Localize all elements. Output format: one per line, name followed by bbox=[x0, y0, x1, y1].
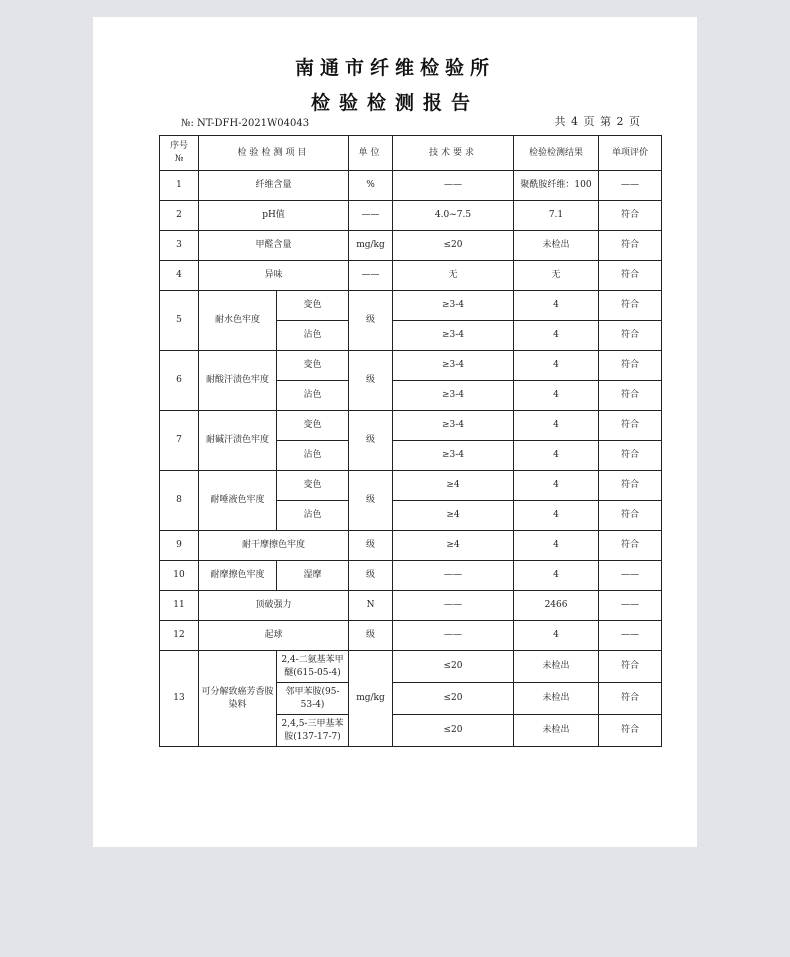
row-judgement: 符合 bbox=[599, 441, 662, 471]
row-unit: —— bbox=[349, 201, 393, 231]
table-row bbox=[160, 591, 662, 621]
row-result: 聚酰胺纤维：100 bbox=[514, 171, 599, 201]
row-subitem: 沾色 bbox=[277, 321, 349, 351]
row-seq: 1 bbox=[160, 171, 199, 201]
row-unit: —— bbox=[349, 261, 393, 291]
table-row bbox=[160, 171, 662, 201]
table-row bbox=[160, 471, 662, 501]
row-subitem: 沾色 bbox=[277, 381, 349, 411]
row-unit: 级 bbox=[349, 291, 393, 351]
row-subitem: 变色 bbox=[277, 471, 349, 501]
row-requirement: —— bbox=[393, 171, 514, 201]
row-requirement: ≥4 bbox=[393, 471, 514, 501]
table-row bbox=[160, 651, 662, 683]
row-result: 4 bbox=[514, 531, 599, 561]
row-item: 异味 bbox=[199, 261, 349, 291]
row-seq: 5 bbox=[160, 291, 199, 351]
row-judgement: 符合 bbox=[599, 411, 662, 441]
row-subitem: 沾色 bbox=[277, 441, 349, 471]
row-item: 耐水色牢度 bbox=[199, 291, 277, 351]
row-judgement: 符合 bbox=[599, 381, 662, 411]
row-judgement: —— bbox=[599, 171, 662, 201]
row-item: 起球 bbox=[199, 621, 349, 651]
table-row bbox=[160, 561, 662, 591]
row-seq: 13 bbox=[160, 651, 199, 747]
row-judgement: 符合 bbox=[599, 651, 662, 683]
row-subitem: 湿摩 bbox=[277, 561, 349, 591]
row-unit: N bbox=[349, 591, 393, 621]
row-result: 4 bbox=[514, 321, 599, 351]
row-judgement: 符合 bbox=[599, 683, 662, 715]
row-requirement: ≤20 bbox=[393, 651, 514, 683]
row-judgement: 符合 bbox=[599, 321, 662, 351]
row-item: 耐摩擦色牢度 bbox=[199, 561, 277, 591]
row-requirement: ≥3-4 bbox=[393, 321, 514, 351]
row-result: 2466 bbox=[514, 591, 599, 621]
row-requirement: —— bbox=[393, 561, 514, 591]
row-seq: 4 bbox=[160, 261, 199, 291]
table-row bbox=[160, 231, 662, 261]
col-judgement: 单项评价 bbox=[599, 136, 662, 171]
row-judgement: 符合 bbox=[599, 715, 662, 747]
row-unit: 级 bbox=[349, 411, 393, 471]
row-judgement: 符合 bbox=[599, 231, 662, 261]
table-header-row bbox=[160, 136, 662, 171]
report-page bbox=[93, 17, 697, 847]
row-item: 耐唾液色牢度 bbox=[199, 471, 277, 531]
row-subitem: 邻甲苯胺(95-53-4) bbox=[277, 683, 349, 715]
report-number: №: NT-DFH-2021W04043 bbox=[181, 118, 310, 129]
row-subitem: 2,4,5-三甲基苯胺(137-17-7) bbox=[277, 715, 349, 747]
row-result: 4 bbox=[514, 411, 599, 441]
row-requirement: ≥3-4 bbox=[393, 441, 514, 471]
row-requirement: 4.0~7.5 bbox=[393, 201, 514, 231]
row-item: 顶破强力 bbox=[199, 591, 349, 621]
row-requirement: ≤20 bbox=[393, 231, 514, 261]
row-seq: 11 bbox=[160, 591, 199, 621]
row-result: 4 bbox=[514, 351, 599, 381]
row-seq: 3 bbox=[160, 231, 199, 261]
row-unit: 级 bbox=[349, 351, 393, 411]
col-seq: 序号 № bbox=[160, 136, 199, 171]
table-row bbox=[160, 291, 662, 321]
row-result: 4 bbox=[514, 471, 599, 501]
row-unit: % bbox=[349, 171, 393, 201]
row-item: pH值 bbox=[199, 201, 349, 231]
row-item: 耐碱汗渍色牢度 bbox=[199, 411, 277, 471]
col-item: 检验检测项目 bbox=[199, 136, 349, 171]
row-judgement: 符合 bbox=[599, 501, 662, 531]
row-judgement: 符合 bbox=[599, 351, 662, 381]
row-requirement: ≥3-4 bbox=[393, 381, 514, 411]
row-item: 耐酸汗渍色牢度 bbox=[199, 351, 277, 411]
row-item: 可分解致癌芳香胺染料 bbox=[199, 651, 277, 747]
col-requirement: 技术要求 bbox=[393, 136, 514, 171]
row-judgement: —— bbox=[599, 591, 662, 621]
row-judgement: 符合 bbox=[599, 531, 662, 561]
row-item: 纤维含量 bbox=[199, 171, 349, 201]
row-seq: 9 bbox=[160, 531, 199, 561]
row-judgement: —— bbox=[599, 621, 662, 651]
row-result: 未检出 bbox=[514, 683, 599, 715]
col-result: 检验检测结果 bbox=[514, 136, 599, 171]
row-requirement: ≥4 bbox=[393, 531, 514, 561]
row-result: 4 bbox=[514, 441, 599, 471]
table-row bbox=[160, 351, 662, 381]
table-row bbox=[160, 201, 662, 231]
row-requirement: ≥3-4 bbox=[393, 351, 514, 381]
row-requirement: —— bbox=[393, 591, 514, 621]
row-subitem: 变色 bbox=[277, 351, 349, 381]
row-seq: 8 bbox=[160, 471, 199, 531]
row-requirement: —— bbox=[393, 621, 514, 651]
row-unit: mg/kg bbox=[349, 231, 393, 261]
row-subitem: 变色 bbox=[277, 291, 349, 321]
report-title: 检验检测报告 bbox=[310, 92, 479, 114]
row-unit: mg/kg bbox=[349, 651, 393, 747]
table-row bbox=[160, 621, 662, 651]
row-requirement: ≤20 bbox=[393, 715, 514, 747]
row-result: 未检出 bbox=[514, 231, 599, 261]
row-item: 耐干摩擦色牢度 bbox=[199, 531, 349, 561]
row-result: 7.1 bbox=[514, 201, 599, 231]
row-result: 未检出 bbox=[514, 651, 599, 683]
row-result: 未检出 bbox=[514, 715, 599, 747]
row-unit: 级 bbox=[349, 621, 393, 651]
row-judgement: 符合 bbox=[599, 291, 662, 321]
row-seq: 7 bbox=[160, 411, 199, 471]
row-judgement: —— bbox=[599, 561, 662, 591]
row-unit: 级 bbox=[349, 471, 393, 531]
results-table bbox=[159, 135, 662, 747]
row-seq: 10 bbox=[160, 561, 199, 591]
page-info: 共 4 页 第 2 页 bbox=[554, 115, 641, 128]
row-judgement: 符合 bbox=[599, 201, 662, 231]
row-result: 4 bbox=[514, 501, 599, 531]
row-requirement: ≥4 bbox=[393, 501, 514, 531]
row-requirement: ≥3-4 bbox=[393, 291, 514, 321]
table-row bbox=[160, 411, 662, 441]
row-item: 甲醛含量 bbox=[199, 231, 349, 261]
row-requirement: ≥3-4 bbox=[393, 411, 514, 441]
table-row bbox=[160, 261, 662, 291]
row-result: 无 bbox=[514, 261, 599, 291]
row-seq: 12 bbox=[160, 621, 199, 651]
row-seq: 6 bbox=[160, 351, 199, 411]
row-subitem: 沾色 bbox=[277, 501, 349, 531]
institute-name: 南通市纤维检验所 bbox=[294, 57, 495, 79]
row-requirement: ≤20 bbox=[393, 683, 514, 715]
row-seq: 2 bbox=[160, 201, 199, 231]
table-row bbox=[160, 531, 662, 561]
row-unit: 级 bbox=[349, 561, 393, 591]
row-subitem: 2,4-二氨基苯甲醚(615-05-4) bbox=[277, 651, 349, 683]
row-result: 4 bbox=[514, 621, 599, 651]
row-judgement: 符合 bbox=[599, 261, 662, 291]
row-requirement: 无 bbox=[393, 261, 514, 291]
row-result: 4 bbox=[514, 381, 599, 411]
row-result: 4 bbox=[514, 561, 599, 591]
col-unit: 单位 bbox=[349, 136, 393, 171]
row-subitem: 变色 bbox=[277, 411, 349, 441]
row-result: 4 bbox=[514, 291, 599, 321]
row-judgement: 符合 bbox=[599, 471, 662, 501]
row-unit: 级 bbox=[349, 531, 393, 561]
